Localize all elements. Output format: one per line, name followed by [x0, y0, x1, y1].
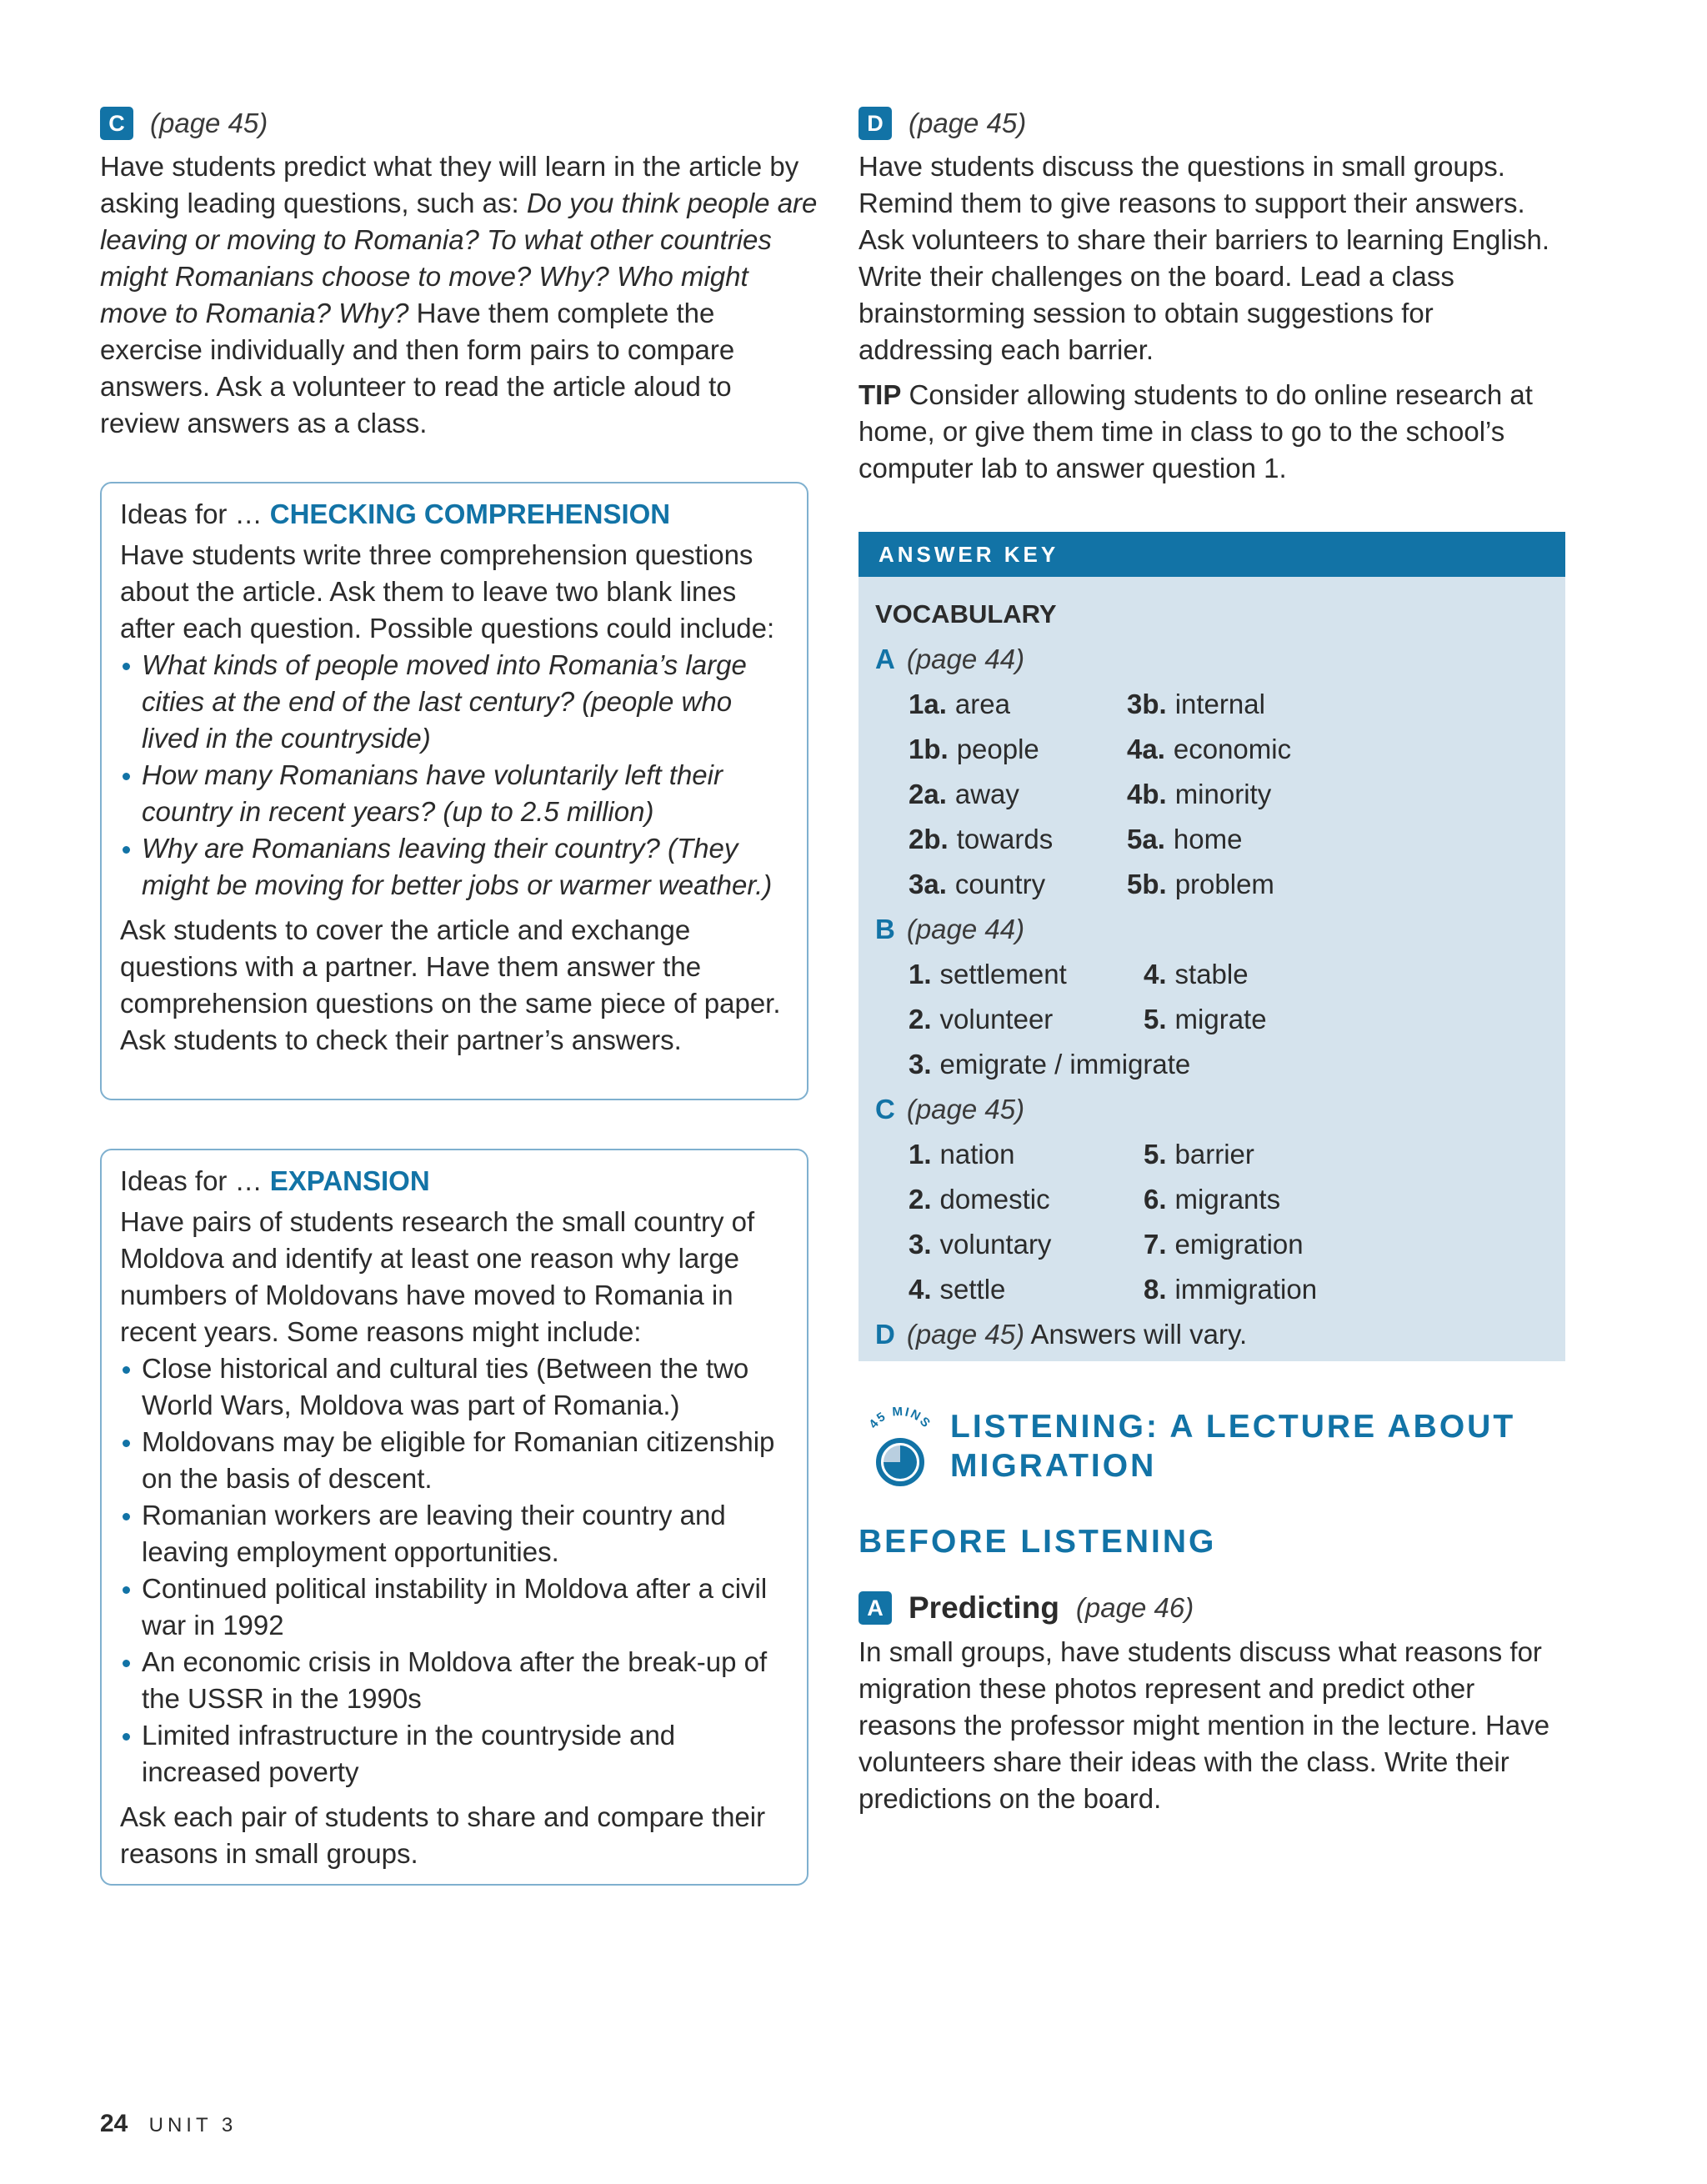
section-d-text: Have students discuss the questions in small groups. Remind them to give reasons to support their answers. Ask volunteers to share their barriers to learning English. Write their challenges on the board. Lead a class brainstorming session to obtain suggestions for addressing each barrier.	[859, 151, 1550, 365]
listening-heading	[859, 1407, 1565, 1490]
section-d-page-ref: (page 45)	[909, 108, 1027, 138]
list-item: What kinds of people moved into Romania’s large cities at the end of the last century? (people who lived in the countryside)	[120, 647, 790, 757]
key-row: 1a. area 3b. internal	[909, 689, 1265, 719]
timer-45-mins-icon	[859, 1407, 942, 1490]
list-item: Moldovans may be eligible for Romanian citizenship on the basis of descent.	[120, 1424, 790, 1497]
unit-label: UNIT 3	[148, 2114, 238, 2136]
predicting-heading	[859, 1587, 1565, 1629]
predicting-page-ref: (page 46)	[1075, 1592, 1194, 1623]
list-item: Why are Romanians leaving their country? (They might be moving for better jobs or warmer weather.)	[120, 830, 790, 904]
section-c-heading	[100, 105, 818, 142]
list-item: Romanian workers are leaving their country and leaving employment opportunities.	[120, 1497, 790, 1570]
key-row: 3. voluntary 7. emigration	[909, 1229, 1304, 1260]
key-row: 2. domestic 6. migrants	[909, 1184, 1281, 1215]
list-item: How many Romanians have voluntarily left their country in recent years? (up to 2.5 million)	[120, 757, 790, 830]
answer-key-header: ANSWER KEY	[859, 532, 1565, 577]
ideas-box-expansion	[100, 1149, 808, 1886]
predicting-section	[859, 1587, 1565, 1817]
answer-key	[859, 532, 1565, 1361]
list-item: Close historical and cultural ties (Between the two World Wars, Moldova was part of Romania.)	[120, 1350, 790, 1424]
key-section-d: D (page 45) Answers will vary.	[875, 1319, 1248, 1350]
ideas-box-checking-comprehension	[100, 482, 808, 1100]
key-row: 3. emigrate / immigrate	[909, 1049, 1191, 1079]
box2-title: Ideas for … EXPANSION	[120, 1165, 430, 1196]
box1-intro: Have students write three comprehension questions about the article. Ask them to leave two blank lines after each question. Possible questions could include:	[120, 539, 775, 644]
box1-bullet-list	[120, 647, 790, 904]
key-row: 1. nation 5. barrier	[909, 1139, 1254, 1170]
key-row: 3a. country 5b. problem	[909, 869, 1274, 899]
box2-bullet-list	[120, 1350, 790, 1791]
section-c-badge: C	[100, 107, 133, 140]
box2-outro: Ask each pair of students to share and compare their reasons in small groups.	[120, 1801, 766, 1869]
box1-title: Ideas for … CHECKING COMPREHENSION	[120, 498, 671, 529]
key-section-b: B (page 44)	[875, 914, 1025, 944]
key-section-a: A (page 44)	[875, 644, 1025, 674]
section-c-text: Have students predict what they will learn in the article by asking leading questions, such as: Do you think people are leaving or moving to Romania? To what other countries might Romanians choose to move? Why? Who might move to Romania? Why? Have them complete the exercise individually and then form pairs to compare answers. Ask a volunteer to read the article aloud to review answers as a class.	[100, 151, 818, 438]
timer-label: 45 MINS	[866, 1407, 934, 1432]
box1-outro: Ask students to cover the article and exchange questions with a partner. Have them answer the comprehension questions on the same piece of paper. Ask students to check their partner’s answers.	[120, 914, 781, 1055]
key-row: 2. volunteer 5. migrate	[909, 1004, 1267, 1034]
predicting-badge: A	[859, 1591, 892, 1625]
svg-text:45 MINS	[866, 1407, 934, 1431]
key-row: 1. settlement 4. stable	[909, 959, 1249, 989]
key-row: 1b. people 4a. economic	[909, 734, 1292, 764]
vocabulary-label: VOCABULARY	[875, 599, 1057, 629]
key-section-c: C (page 45)	[875, 1094, 1025, 1125]
list-item: An economic crisis in Moldova after the break-up of the USSR in the 1990s	[120, 1644, 790, 1717]
answer-key-body	[859, 577, 1565, 1357]
before-listening-heading: BEFORE LISTENING	[859, 1524, 1217, 1560]
section-d-badge: D	[859, 107, 892, 140]
section-d-tip: TIP Consider allowing students to do online research at home, or give them time in class to go to the school’s computer lab to answer question 1.	[859, 379, 1533, 483]
page-number: 24	[100, 2110, 128, 2137]
predicting-text: In small groups, have students discuss what reasons for migration these photos represent and predict other reasons the professor might mention in the lecture. Have volunteers share their ideas with the class. Write their predictions on the board.	[859, 1636, 1550, 1814]
predicting-subtitle: Predicting	[909, 1590, 1059, 1625]
listening-title: LISTENING: A LECTURE ABOUT MIGRATION	[950, 1409, 1516, 1484]
key-row: 2b. towards 5a. home	[909, 824, 1243, 854]
key-row: 2a. away 4b. minority	[909, 779, 1272, 809]
section-d-heading	[859, 105, 1565, 142]
list-item: Limited infrastructure in the countryside and increased poverty	[120, 1717, 790, 1791]
key-row: 4. settle 8. immigration	[909, 1274, 1318, 1305]
box2-intro: Have pairs of students research the small country of Moldova and identify at least one reason why large numbers of Moldovans have moved to Romania in recent years. Some reasons might include:	[120, 1206, 755, 1347]
section-c-page-ref: (page 45)	[150, 108, 268, 138]
list-item: Continued political instability in Moldova after a civil war in 1992	[120, 1570, 790, 1644]
section-c	[100, 105, 818, 442]
section-d	[859, 105, 1565, 487]
page-footer	[100, 2107, 237, 2141]
